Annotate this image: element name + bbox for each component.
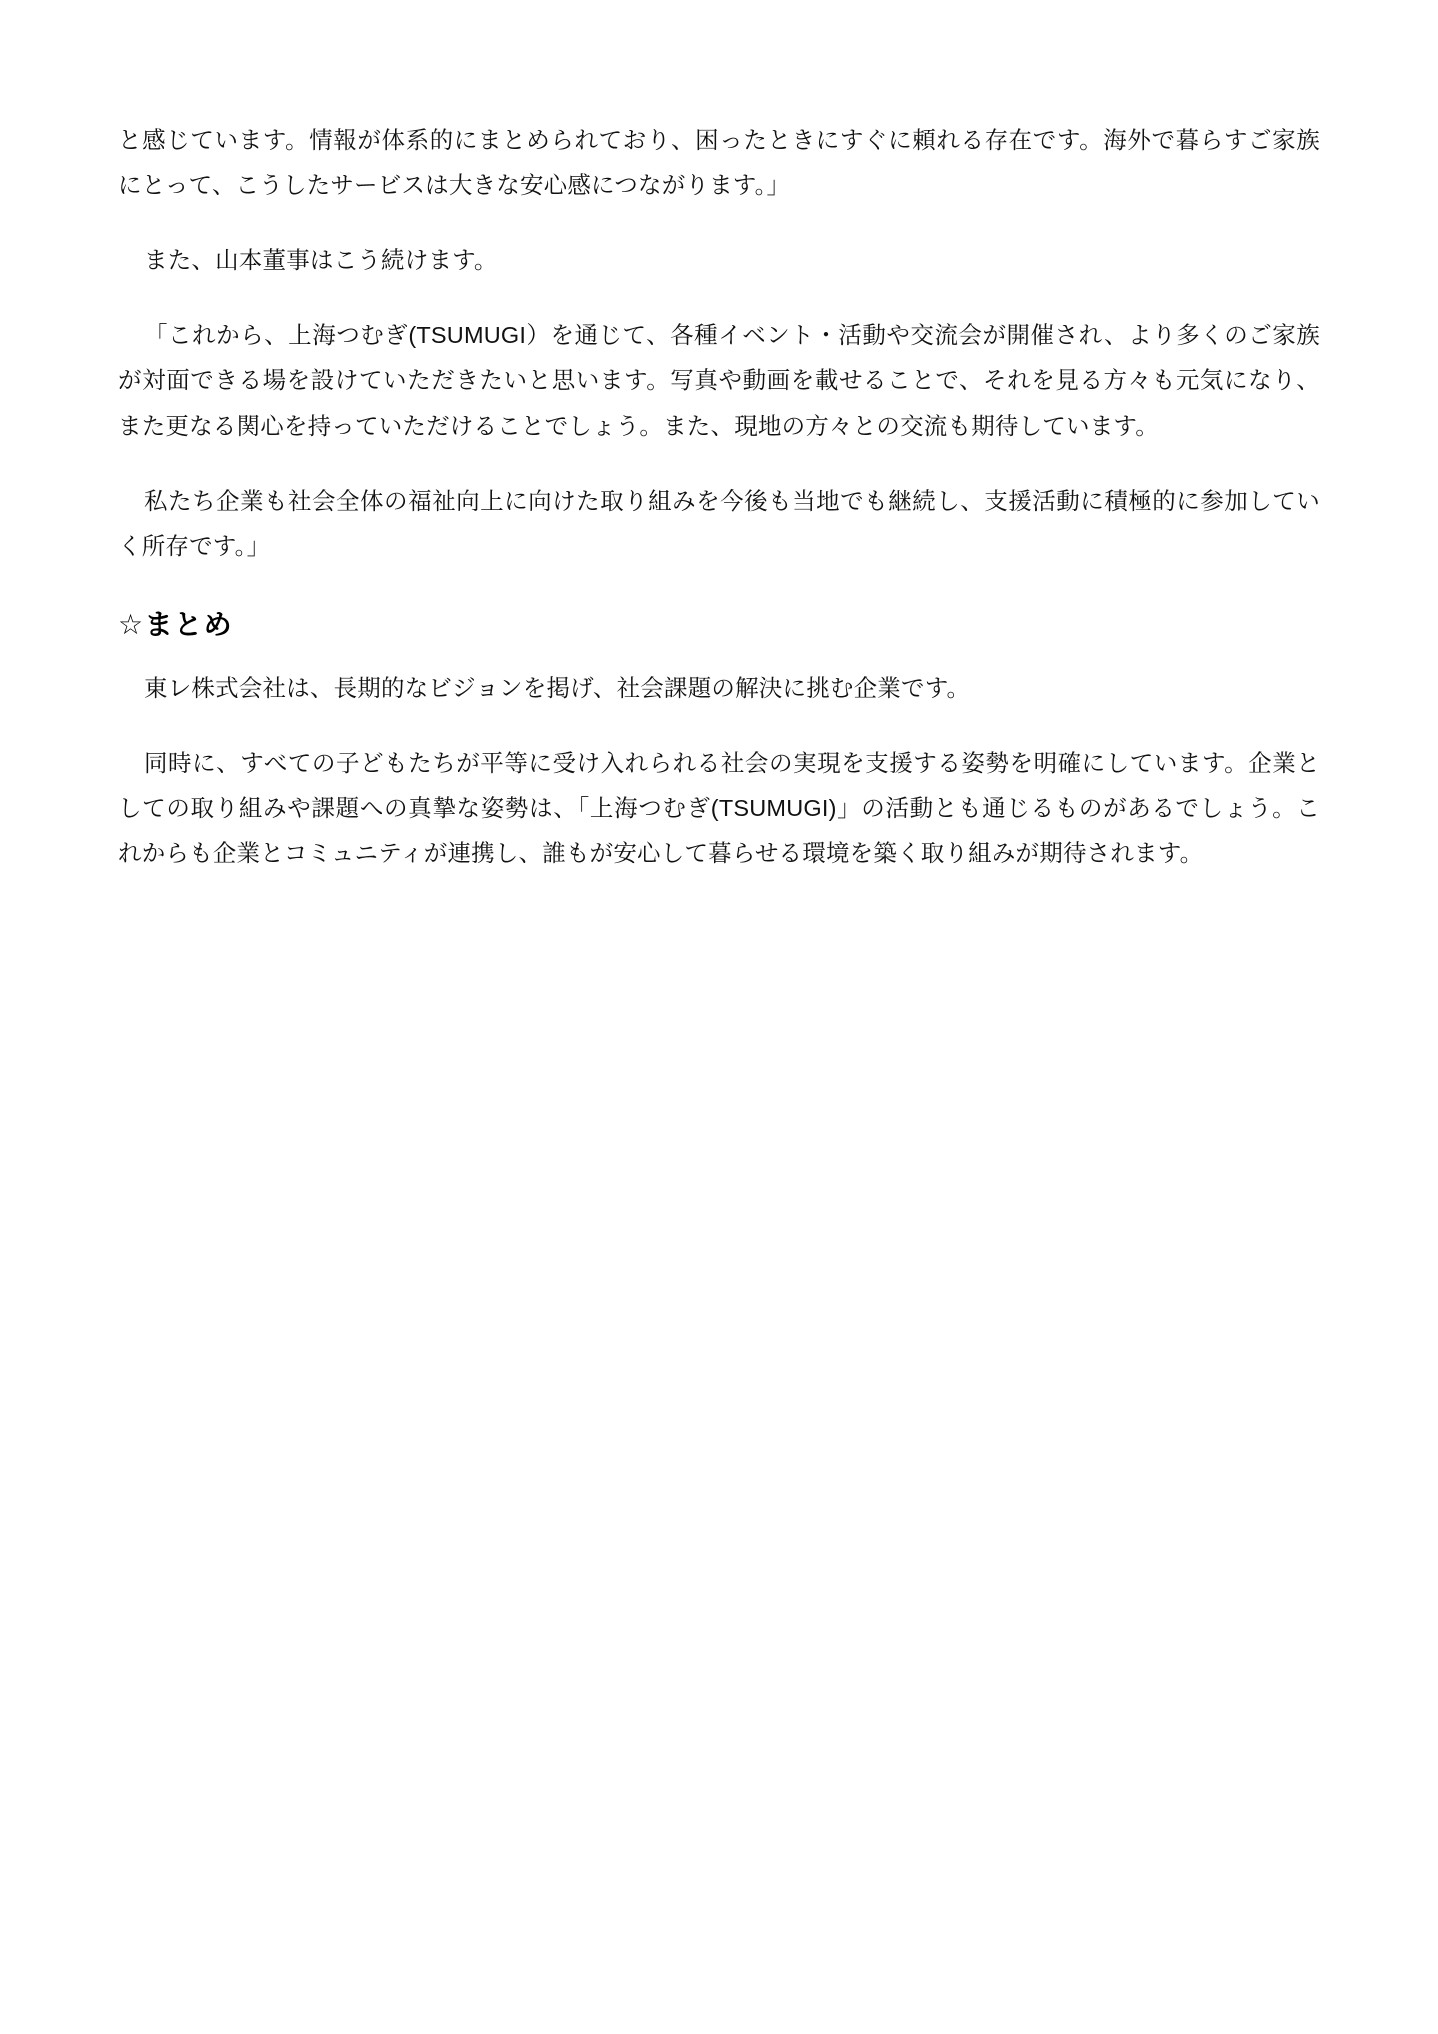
paragraph: 私たち企業も社会全体の福祉向上に向けた取り組みを今後も当地でも継続し、支援活動に積極的に参加していく所存です。」: [118, 487, 1320, 559]
section-heading: ☆まとめ: [118, 608, 234, 640]
paragraph: 「これから、上海つむぎ(TSUMUGI）を通じて、各種イベント・活動や交流会が開催され、より多くのご家族が対面できる場を設けていただきたいと思います。写真や動画を載せることで、それを見る方々も元気になり、また更なる関心を持っていただけることでしょう。また、現地の方々との交流も期待しています。: [118, 322, 1320, 439]
paragraph: と感じています。情報が体系的にまとめられており、困ったときにすぐに頼れる存在です。海外で暮らすご家族にとって、こうしたサービスは大きな安心感につながります。」: [118, 127, 1320, 199]
page-bottom-spacer: [118, 906, 1320, 946]
paragraph: 東レ株式会社は、長期的なビジョンを掲げ、社会課題の解決に挑む企業です。: [144, 674, 971, 701]
paragraph: 同時に、すべての子どもたちが平等に受け入れられる社会の実現を支援する姿勢を明確にしています。企業としての取り組みや課題への真摯な姿勢は、「上海つむぎ(TSUMUGI)」の活動とも通じるものがあるでしょう。これからも企業とコミュニティが連携し、誰もが安心して暮らせる環境を築く取り組みが期待されます。: [118, 749, 1320, 866]
document-body: [118, 118, 1320, 946]
paragraph: また、山本董事はこう続けます。: [144, 247, 498, 274]
